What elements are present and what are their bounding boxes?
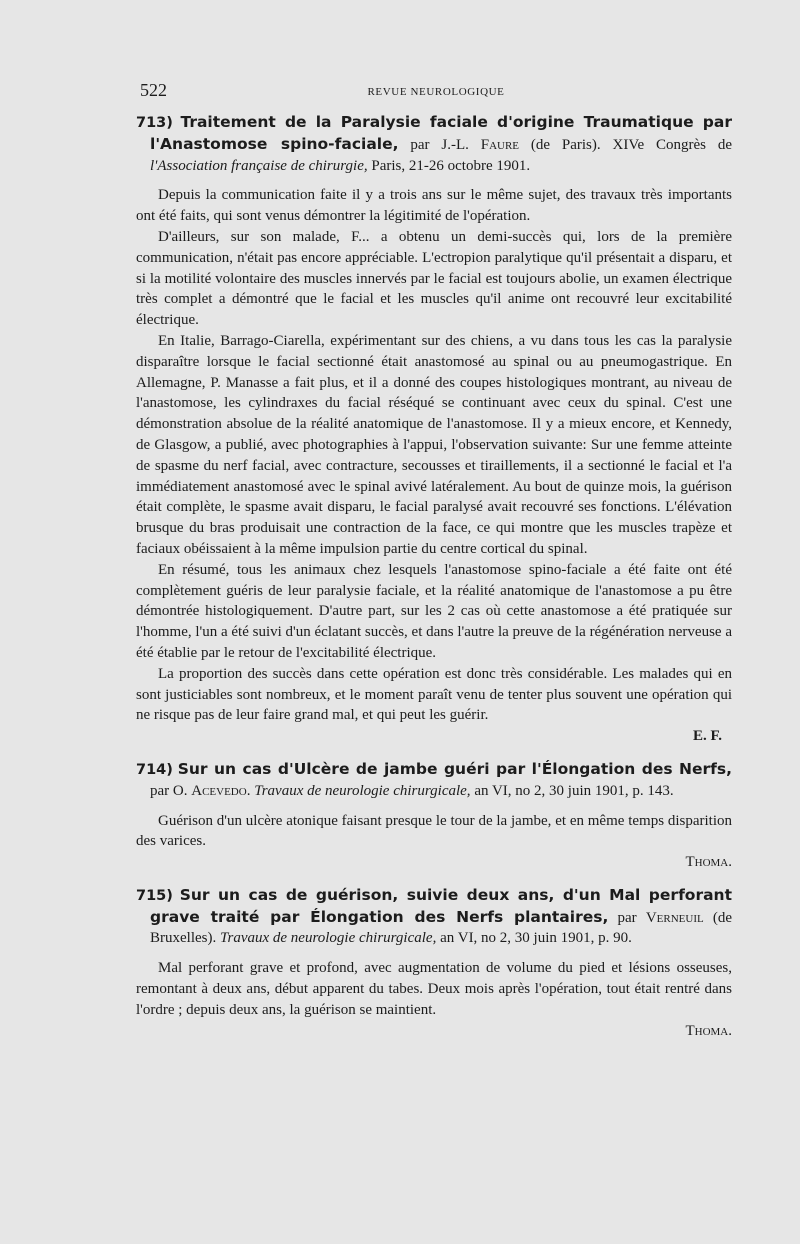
entry-number: 714) <box>136 761 173 778</box>
page-body <box>136 112 732 1041</box>
entry-signature: Thoma. <box>685 1022 732 1039</box>
entry-paragraph: D'ailleurs, sur son malade, F... a obtenu un demi-succès qui, lors de la première communication, n'était pas encore appréciable. L'ectropion paralytique qu'il présentait a disparu, et si la motilité volontaire des muscles innervés par le facial est toujours abolie, un examen électrique très complet a démontré que le facial et les muscles qu'il anime ont recouvré leur excitabilité électrique. <box>136 228 732 329</box>
entry-title: Sur un cas de guérison, suivie deux ans, d'un Mal perforant grave traité par Élongation des Nerfs plantaires, <box>150 885 733 926</box>
entry-paragraph: En résumé, tous les animaux chez lesquels l'anastomose spino-faciale a été faite ont été complètement guéris de leur paralysie faciale, et la réalité anatomique de l'anastomose a pu être démontrée histologiquement. D'autre part, sur les 2 cas où cette anastomose a été pratiquée sur l'homme, l'un a été suivi d'un éclatant succès, et dans l'autre la preuve de la régénération nerveuse a été établie par le retour de l'excitabilité électrique. <box>136 561 732 661</box>
page-header <box>140 80 732 104</box>
entry-paragraph: La proportion des succès dans cette opération est donc très considérable. Les malades qui en sont justiciables sont nombreux, et le moment paraît venu de tenter plus souvent une opération qui ne risque pas de leur faire grand mal, et qui peut les guérir. <box>136 665 732 724</box>
entry-title: Sur un cas d'Ulcère de jambe guéri par l'Élongation des Nerfs, <box>177 759 732 778</box>
entry-714 <box>136 759 732 873</box>
entry-by: par J.-L. <box>410 136 469 153</box>
entry-paragraph: Depuis la communication faite il y a trois ans sur le même sujet, des travaux très importants ont été faits, qui sont venus démontrer la légitimité de l'opération. <box>136 187 732 225</box>
entry-details: an VI, no 2, 30 juin 1901, p. 143. <box>474 782 674 799</box>
entry-number: 713) <box>136 115 173 131</box>
entry-title: Traitement de la Paralysie faciale d'origine Traumatique par l'Anastomose spino-faciale, <box>150 113 732 153</box>
entry-713 <box>136 112 732 747</box>
entry-author-note: (de Paris). XIVe Congrès de <box>530 136 733 153</box>
entry-author-note: (de Bruxelles). <box>150 909 733 947</box>
entry-by: par <box>617 909 637 926</box>
entry-heading <box>136 759 732 802</box>
entry-source: Travaux de neurologie chirurgicale, <box>219 930 437 947</box>
entry-author: Verneuil <box>645 909 704 926</box>
entry-source: l'Association française de chirurgie, <box>150 157 368 174</box>
page-number: 522 <box>140 80 167 100</box>
entry-number: 715) <box>136 887 173 904</box>
running-title: REVUE NEUROLOGIQUE <box>367 86 505 98</box>
entry-author: Acevedo. <box>191 782 251 799</box>
entry-heading <box>136 885 732 949</box>
entry-author: Faure <box>480 136 520 153</box>
entry-details: an VI, no 2, 30 juin 1901, p. 90. <box>440 930 632 947</box>
entry-paragraph: En Italie, Barrago-Ciarella, expérimentant sur des chiens, a vu dans tous les cas la paralysie disparaître lorsque le facial sectionné était anastomosé au spinal ou au pneumogastrique. En Allemagne, P. Manasse a fait plus, et il a donné des coupes histologiques montrant, au niveau de l'anastomose, les cylindraxes du facial réséqué se continuant avec ceux du spinal. C'est une démonstration absolue de la réalité anatomique de l'anastomose. Il y a mieux encore, et Kennedy, de Glasgow, a publié, avec photographies à l'appui, l'observation suivante: Sur une femme atteinte de spasme du nerf facial, avec contracture, secousses et tiraillements, il a sectionné le facial et l'a immédiatement anastomosé avec le spinal avivé latéralement. Au bout de quinze mois, la guérison était complète, le spasme avait disparu, le facial paralysé avait recouvré ses fonctions. L'élévation brusque du bras produisait une contraction de la face, ce qui montre que les muscles trapèze et faciaux obéissaient à la même impulsion partie du centre cortical du spinal. <box>136 332 732 557</box>
entry-source: Travaux de neurologie chirurgicale, <box>254 782 471 799</box>
entry-signature: E. F. <box>692 728 722 745</box>
entry-signature: Thoma. <box>685 854 732 871</box>
entry-715 <box>136 885 732 1042</box>
entry-paragraph: Guérison d'un ulcère atonique faisant presque le tour de la jambe, et en même temps disparition des varices. <box>136 812 732 850</box>
entry-heading <box>136 112 732 176</box>
entry-details: Paris, 21-26 octobre 1901. <box>371 157 531 174</box>
entry-by: par O. <box>150 782 188 799</box>
entry-paragraph: Mal perforant grave et profond, avec augmentation de volume du pied et lésions osseuses, remontant à deux ans, début apparent du tabes. Deux mois après l'opération, tout était rentré dans l'ordre ; depuis deux ans, la guérison se maintient. <box>136 960 732 1018</box>
